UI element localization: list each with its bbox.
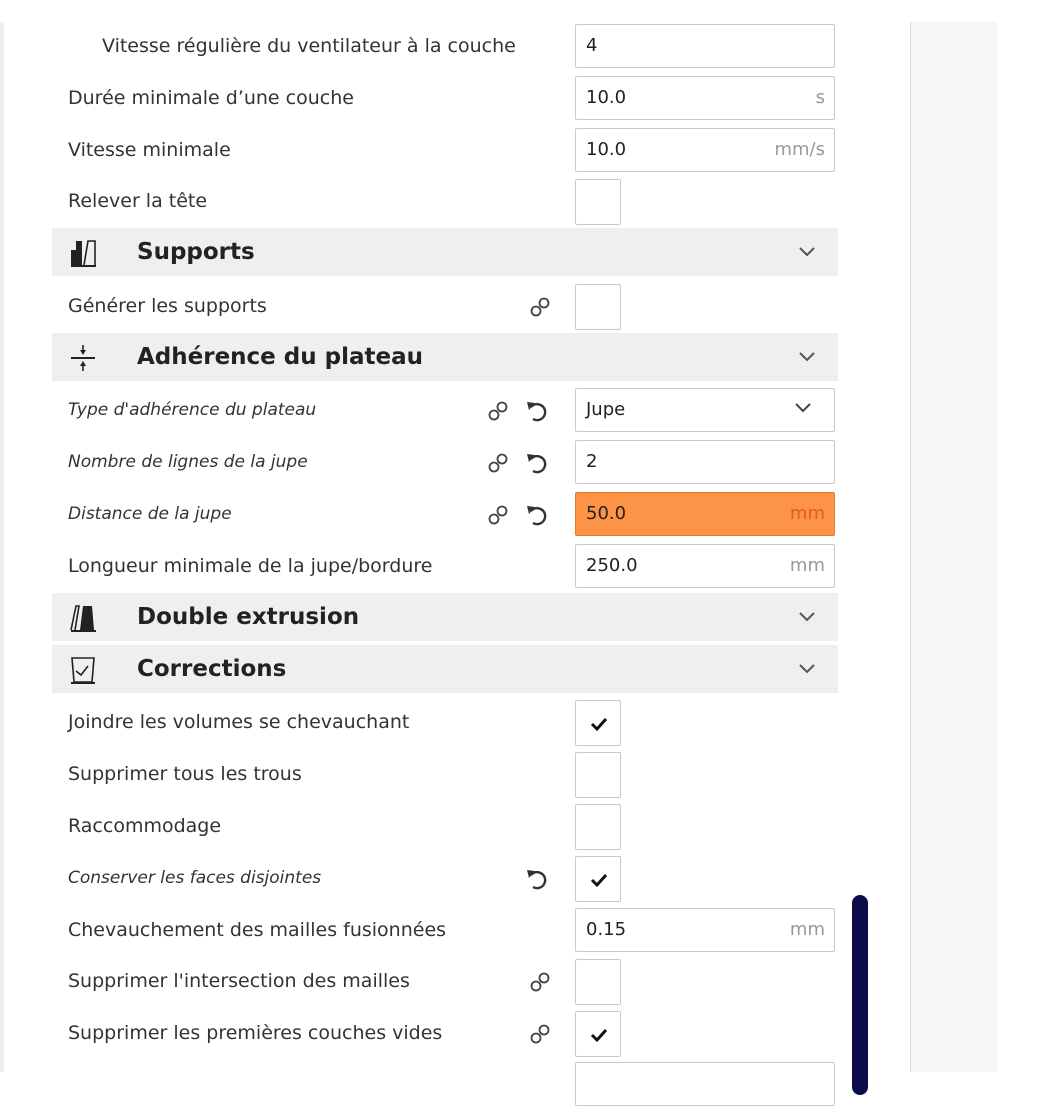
section-title: Corrections	[137, 656, 287, 682]
section-header-adhesion[interactable]	[52, 333, 838, 381]
lift-head-checkbox[interactable]	[575, 179, 621, 225]
remove-empty-layers-checkbox[interactable]	[575, 1011, 621, 1057]
chevron-down-icon	[798, 351, 816, 363]
reset-icon[interactable]	[524, 450, 550, 476]
reset-icon[interactable]	[524, 866, 550, 892]
section-header-corrections[interactable]	[52, 645, 838, 693]
field-value: 2	[586, 451, 598, 472]
setting-row-adhesion-type	[0, 384, 850, 436]
setting-label: Durée minimale d’une couche	[68, 87, 354, 109]
field-value: 4	[586, 35, 598, 56]
chevron-down-icon	[798, 246, 816, 258]
link-icon[interactable]	[528, 295, 552, 319]
field-value: Jupe	[586, 399, 626, 420]
setting-row-remove-intersection	[0, 955, 850, 1007]
setting-row-skirt-lines	[0, 436, 850, 488]
setting-label: Vitesse régulière du ventilateur à la couche	[102, 35, 516, 57]
setting-label: Raccommodage	[68, 815, 222, 837]
setting-row-keep-disconnected	[0, 852, 850, 904]
field-unit: s	[815, 87, 825, 108]
generate-supports-checkbox[interactable]	[575, 284, 621, 330]
chevron-down-icon	[794, 402, 812, 414]
setting-row-fan-speed-layer	[0, 20, 850, 72]
setting-label: Supprimer l'intersection des mailles	[68, 970, 410, 992]
field-value: 10.0	[586, 139, 627, 160]
min-skirt-length-input[interactable]	[575, 544, 835, 588]
setting-row-stitching	[0, 800, 850, 852]
setting-row-remove-empty-layers	[0, 1007, 850, 1059]
adhesion-icon	[68, 343, 98, 373]
chevron-down-icon	[798, 663, 816, 675]
setting-label: Vitesse minimale	[68, 139, 231, 161]
corrections-icon	[68, 655, 98, 685]
keep-disconnected-checkbox[interactable]	[575, 856, 621, 902]
setting-label: Distance de la jupe	[68, 504, 232, 524]
section-header-supports[interactable]	[52, 228, 838, 276]
setting-label: Supprimer les premières couches vides	[68, 1022, 443, 1044]
field-value: 250.0	[586, 555, 638, 576]
dual-extrusion-icon	[68, 603, 98, 633]
field-unit: mm	[789, 919, 825, 940]
setting-row-union-volumes	[0, 696, 850, 748]
link-icon[interactable]	[528, 970, 552, 994]
link-icon[interactable]	[486, 503, 510, 527]
setting-row-min-skirt-length	[0, 540, 850, 592]
skirt-lines-input[interactable]	[575, 440, 835, 484]
adhesion-type-select[interactable]	[575, 388, 835, 432]
checkmark-icon	[588, 713, 610, 735]
setting-label: Chevauchement des mailles fusionnées	[68, 919, 447, 941]
checkmark-icon	[588, 1024, 610, 1046]
setting-label: Générer les supports	[68, 295, 267, 317]
supports-icon	[68, 238, 98, 268]
setting-row-min-layer-time	[0, 72, 850, 124]
link-icon[interactable]	[486, 399, 510, 423]
side-area	[910, 22, 997, 1072]
min-speed-input[interactable]	[575, 128, 835, 172]
section-title: Adhérence du plateau	[137, 344, 423, 370]
fan-speed-layer-input[interactable]	[575, 24, 835, 68]
setting-row-remove-holes	[0, 748, 850, 800]
checkmark-icon	[588, 869, 610, 891]
setting-label: Type d'adhérence du plateau	[68, 400, 317, 420]
link-icon[interactable]	[486, 451, 510, 475]
setting-label: Supprimer tous les trous	[68, 763, 302, 785]
merged-overlap-input[interactable]	[575, 908, 835, 952]
setting-row-min-speed	[0, 124, 850, 176]
setting-row-merged-overlap	[0, 904, 850, 956]
remove-holes-checkbox[interactable]	[575, 752, 621, 798]
section-title: Double extrusion	[137, 604, 360, 630]
stitching-checkbox[interactable]	[575, 804, 621, 850]
union-volumes-checkbox[interactable]	[575, 700, 621, 746]
reset-icon[interactable]	[524, 398, 550, 424]
link-icon[interactable]	[528, 1022, 552, 1046]
setting-label: Relever la tête	[68, 190, 208, 212]
field-unit: mm/s	[774, 139, 825, 160]
setting-label: Joindre les volumes se chevauchant	[68, 711, 410, 733]
scrollbar-thumb[interactable]	[852, 895, 868, 1095]
reset-icon[interactable]	[524, 502, 550, 528]
setting-label: Nombre de lignes de la jupe	[68, 452, 308, 472]
field-value: 0.15	[586, 919, 627, 940]
section-title: Supports	[137, 239, 255, 265]
field-unit: mm	[789, 503, 825, 524]
setting-row-lift-head	[0, 175, 850, 227]
field-value: 50.0	[586, 503, 627, 524]
setting-row-generate-supports	[0, 280, 850, 332]
section-header-dual-extrusion[interactable]	[52, 593, 838, 641]
setting-label: Longueur minimale de la jupe/bordure	[68, 555, 433, 577]
field-unit: mm	[789, 555, 825, 576]
setting-row-skirt-distance	[0, 488, 850, 540]
field-value: 10.0	[586, 87, 627, 108]
setting-label: Conserver les faces disjointes	[68, 868, 322, 888]
chevron-down-icon	[798, 611, 816, 623]
remove-intersection-checkbox[interactable]	[575, 959, 621, 1005]
min-layer-time-input[interactable]	[575, 76, 835, 120]
next-setting-input[interactable]	[575, 1062, 835, 1106]
skirt-distance-input[interactable]	[575, 492, 835, 536]
